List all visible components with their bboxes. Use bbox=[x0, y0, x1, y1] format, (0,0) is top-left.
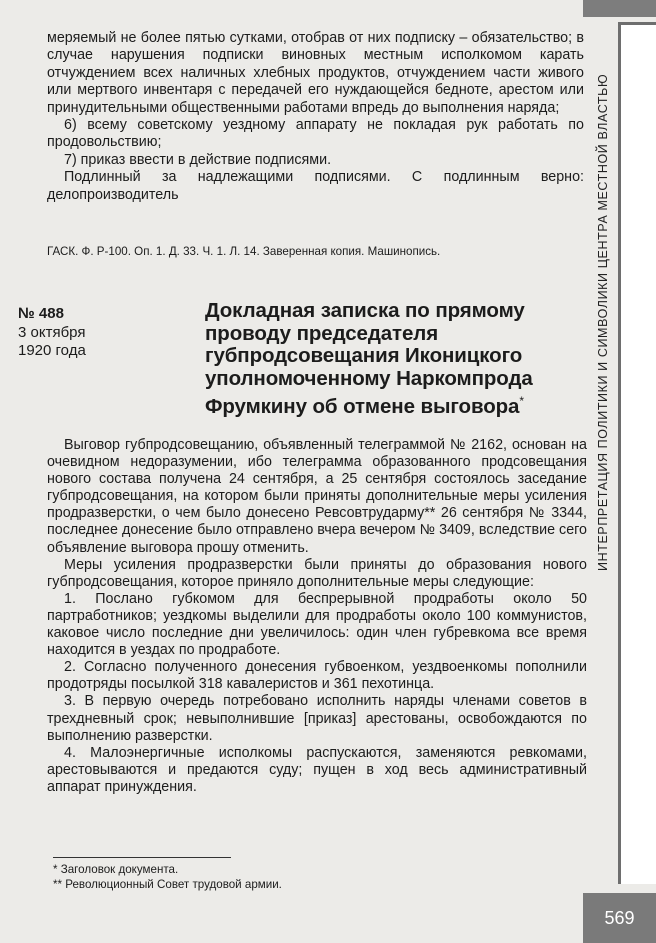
paragraph: меряемый не более пятью сутками, отобрав от них подписку – обязательство; в случае нарушения подписки виновных местным исполкомом карать отчуждением всех наличных хлебных продуктов, отчуждением части живого или мертвого инвентаря с передачей его нуждающейся бедноте, арестом или принудительными общественными работами впредь до выполнения наряда; bbox=[47, 30, 584, 116]
archive-reference: ГАСК. Ф. Р-100. Оп. 1. Д. 33. Ч. 1. Л. 14. Заверенная копия. Машинопись. bbox=[47, 245, 441, 258]
document-title bbox=[205, 300, 590, 418]
document-meta bbox=[18, 305, 86, 361]
paragraph: Выговор губпродсовещанию, объявленный телеграммой № 2162, основан на очевидном недоразумении, ибо телеграмма образованного продсовещания нового состава получена 24 сентября, а 25 сентября состоялось заседание губпродсовещания, на котором были приняты дополнительные меры усиления продразверстки, о чем было донесено Ревсовтрударму** 26 сентября № 3344, последнее донесение было отправлено вчера вечером № 3409, вследствие сего объявление выговора прошу отменить. bbox=[47, 437, 587, 556]
document-date-year: 1920 года bbox=[18, 342, 86, 359]
footnote: ** Революционный Совет трудовой армии. bbox=[53, 878, 282, 891]
footnote: * Заголовок документа. bbox=[53, 863, 179, 876]
header-bar bbox=[583, 0, 656, 17]
running-title: ИНТЕРПРЕТАЦИЯ ПОЛИТИКИ И СИМВОЛИКИ ЦЕНТРА МЕСТНОЙ ВЛАСТЬЮ bbox=[596, 73, 610, 571]
paragraph: Меры усиления продразверстки были приняты до образования нового губпродсовещания, которое приняло дополнительные меры следующие: bbox=[47, 556, 587, 590]
paragraph: 2. Согласно полученного донесения губвоенком, уездвоенкомы пополнили продотряды посылкой 318 кавалеристов и 361 пехотинца. bbox=[47, 659, 587, 693]
title-footnote-mark: * bbox=[519, 394, 524, 408]
paragraph: 6) всему советскому уездному аппарату не покладая рук работать по продовольствию; bbox=[47, 117, 584, 151]
paragraph: 1. Послано губкомом для беспрерывной продработы около 50 партработников; уездкомы выделили для продработы около 100 коммунистов, каковое число последние дни увеличилось: один член губревкома все время находится в уездах по продработе. bbox=[47, 590, 587, 659]
paragraph: 3. В первую очередь потребовано исполнить наряды членами советов в трехдневный срок; невыполнившие [приказ] арестованы, освобождаются по выполнению разверстки. bbox=[47, 693, 587, 744]
paragraph: Подлинный за надлежащими подписями. С подлинным верно: делопроизводитель bbox=[47, 169, 584, 203]
sidebar-panel bbox=[618, 22, 656, 884]
footnotes bbox=[53, 862, 282, 892]
document-date-day: 3 октября bbox=[18, 323, 86, 341]
paragraph: 4. Малоэнергичные исполкомы распускаются, заменяются ревкомами, арестовываются и предаются суду; пущен в ход весь административный аппарат принуждения. bbox=[47, 744, 587, 795]
document-number: № 488 bbox=[18, 305, 64, 322]
document-title-text: Докладная записка по прямому проводу председателя губпродсовещания Иконицкого уполномоченному Наркомпрода Фрумкину об отмене выговора bbox=[205, 299, 533, 418]
page-number: 569 bbox=[583, 893, 656, 943]
previous-document-text bbox=[47, 30, 584, 204]
document-body bbox=[47, 437, 587, 796]
footnote-divider bbox=[53, 857, 231, 858]
paragraph: 7) приказ ввести в действие подписями. bbox=[64, 151, 332, 168]
